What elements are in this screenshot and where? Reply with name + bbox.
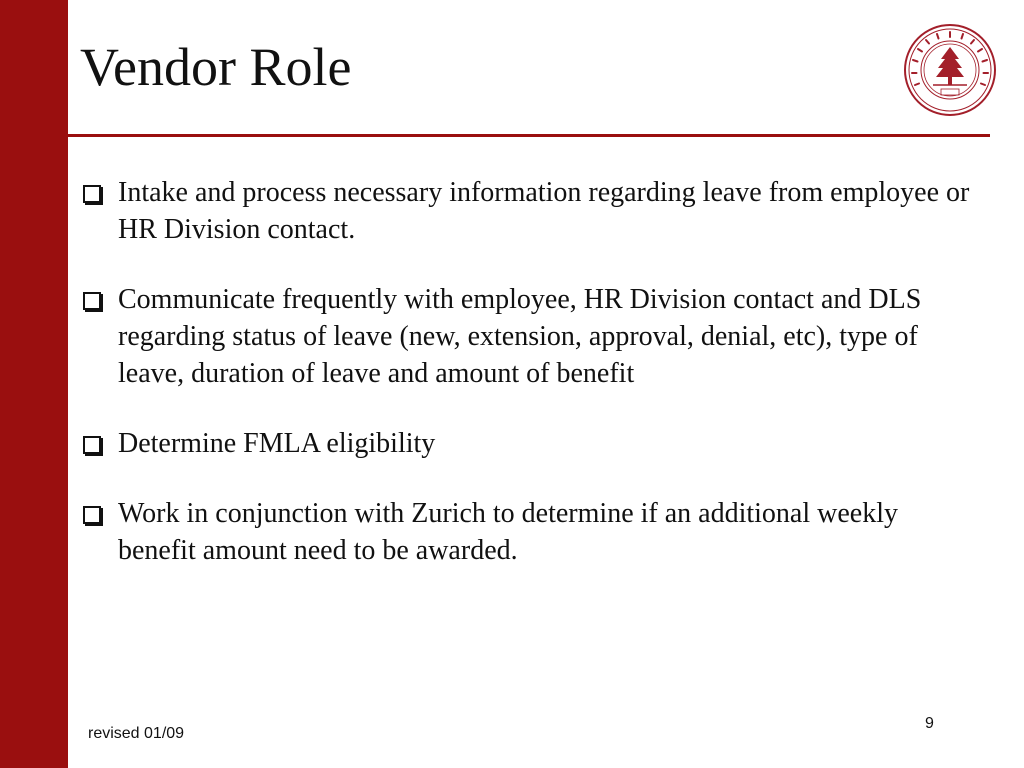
bullet-text: Determine FMLA eligibility bbox=[118, 428, 436, 459]
checkbox-bullet-icon bbox=[83, 436, 101, 454]
checkbox-bullet-icon bbox=[83, 292, 101, 310]
page-number: 9 bbox=[925, 715, 934, 732]
list-item bbox=[80, 495, 980, 569]
left-accent-bar bbox=[0, 0, 68, 768]
bullet-text: Communicate frequently with employee, HR Division contact and DLS regarding status of leave (new, extension, approval, denial, etc), type of leave, duration of leave and amount of benefit bbox=[118, 284, 922, 389]
checkbox-bullet-icon bbox=[83, 506, 101, 524]
bullet-list bbox=[80, 174, 980, 602]
list-item bbox=[80, 174, 980, 248]
title-divider bbox=[68, 134, 990, 137]
list-item bbox=[80, 425, 980, 462]
bullet-text: Intake and process necessary information regarding leave from employee or HR Division contact. bbox=[118, 177, 970, 245]
list-item bbox=[80, 281, 980, 392]
university-seal-icon bbox=[903, 23, 997, 117]
checkbox-bullet-icon bbox=[83, 185, 101, 203]
slide-title: Vendor Role bbox=[80, 37, 352, 97]
revised-date: revised 01/09 bbox=[88, 725, 185, 742]
bullet-text: Work in conjunction with Zurich to determine if an additional weekly benefit amount need to be awarded. bbox=[118, 498, 898, 566]
